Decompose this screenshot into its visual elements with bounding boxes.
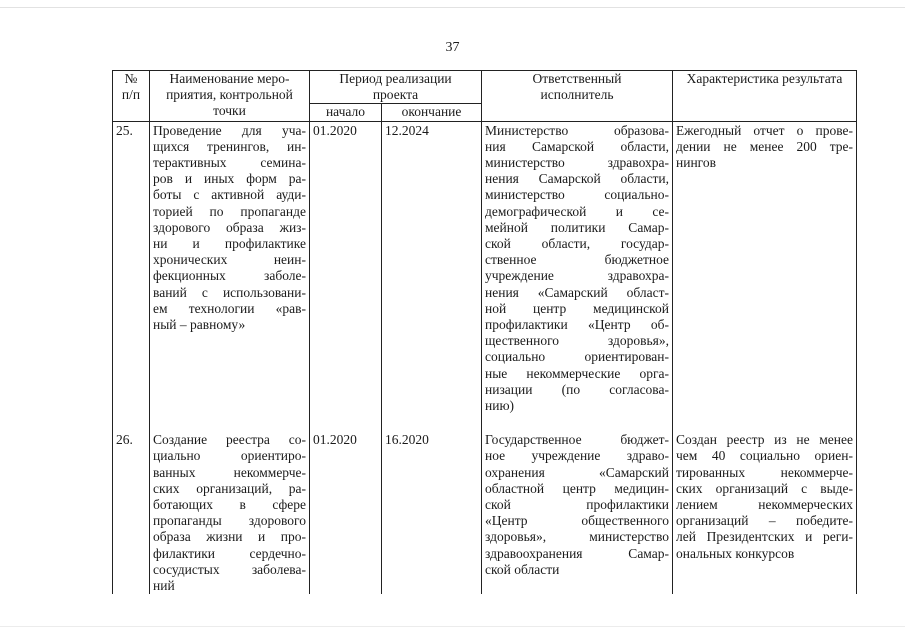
period-end: 16.2020 — [382, 414, 482, 594]
responsible-executor: Государственное бюджет- ное учреждение здраво- охранения «Самарский областной центр медицин- ской профилактики «Центр общественного здоровья», министерство здравоохранения Самар- ской области — [482, 414, 673, 594]
header-responsible: Ответственный исполнитель — [482, 71, 673, 122]
page-edge-bottom — [0, 626, 905, 627]
table-row — [113, 121, 857, 414]
plan-table — [112, 70, 857, 594]
period-end: 12.2024 — [382, 121, 482, 414]
page-number: 37 — [445, 40, 460, 55]
table-row — [113, 414, 857, 594]
page-edge-top — [0, 7, 905, 8]
result-description: Создан реестр из не менее чем 40 социально ориен- тированных некоммерче- ских организаций с выде- лением некоммерческих организаций – победите- лей Президентских и реги- ональных конкурсов — [673, 414, 857, 594]
result-description: Ежегодный отчет о прове- дении не менее 200 тре- нингов — [673, 121, 857, 414]
table-header — [113, 71, 857, 122]
activity-name: Создание реестра со- циально ориентиро- ванных некоммерче- ских организаций, ра- ботающих в сфере пропаганды здорового образа жизни и про- филактики сердечно- сосудистых заболева- ний — [150, 414, 310, 594]
header-result: Характеристика результата — [673, 71, 857, 122]
header-period-start: начало — [310, 104, 382, 121]
responsible-executor: Министерство образова- ния Самарской области, министерство здравохра- нения Самарской области, министерство социально- демографической и се- мейной политики Самар- ской области, государ- ственное бюджетное учреждение здравохра- нения «Самарский област- ной центр медицинской профилактики «Центр об- щественного здоровья», социально ориентирован- ные некоммерческие орга- низации (по согласова- нию) — [482, 121, 673, 414]
header-period: Период реализации проекта — [310, 71, 482, 104]
table-body — [113, 121, 857, 594]
row-number: 25. — [113, 121, 150, 414]
period-start: 01.2020 — [310, 121, 382, 414]
header-name: Наименование меро- приятия, контрольной точки — [150, 71, 310, 122]
activity-name: Проведение для уча- щихся тренингов, ин- терактивных семина- ров и иных форм ра- боты с активной ауди- торией по пропаганде здорового образа жиз- ни и профилактике хронических неин- фекционных заболе- ваний с использовани- ем технологии «рав- ный – равному» — [150, 121, 310, 414]
row-number: 26. — [113, 414, 150, 594]
header-period-end: окончание — [382, 104, 482, 121]
period-start: 01.2020 — [310, 414, 382, 594]
header-num: № п/п — [113, 71, 150, 122]
